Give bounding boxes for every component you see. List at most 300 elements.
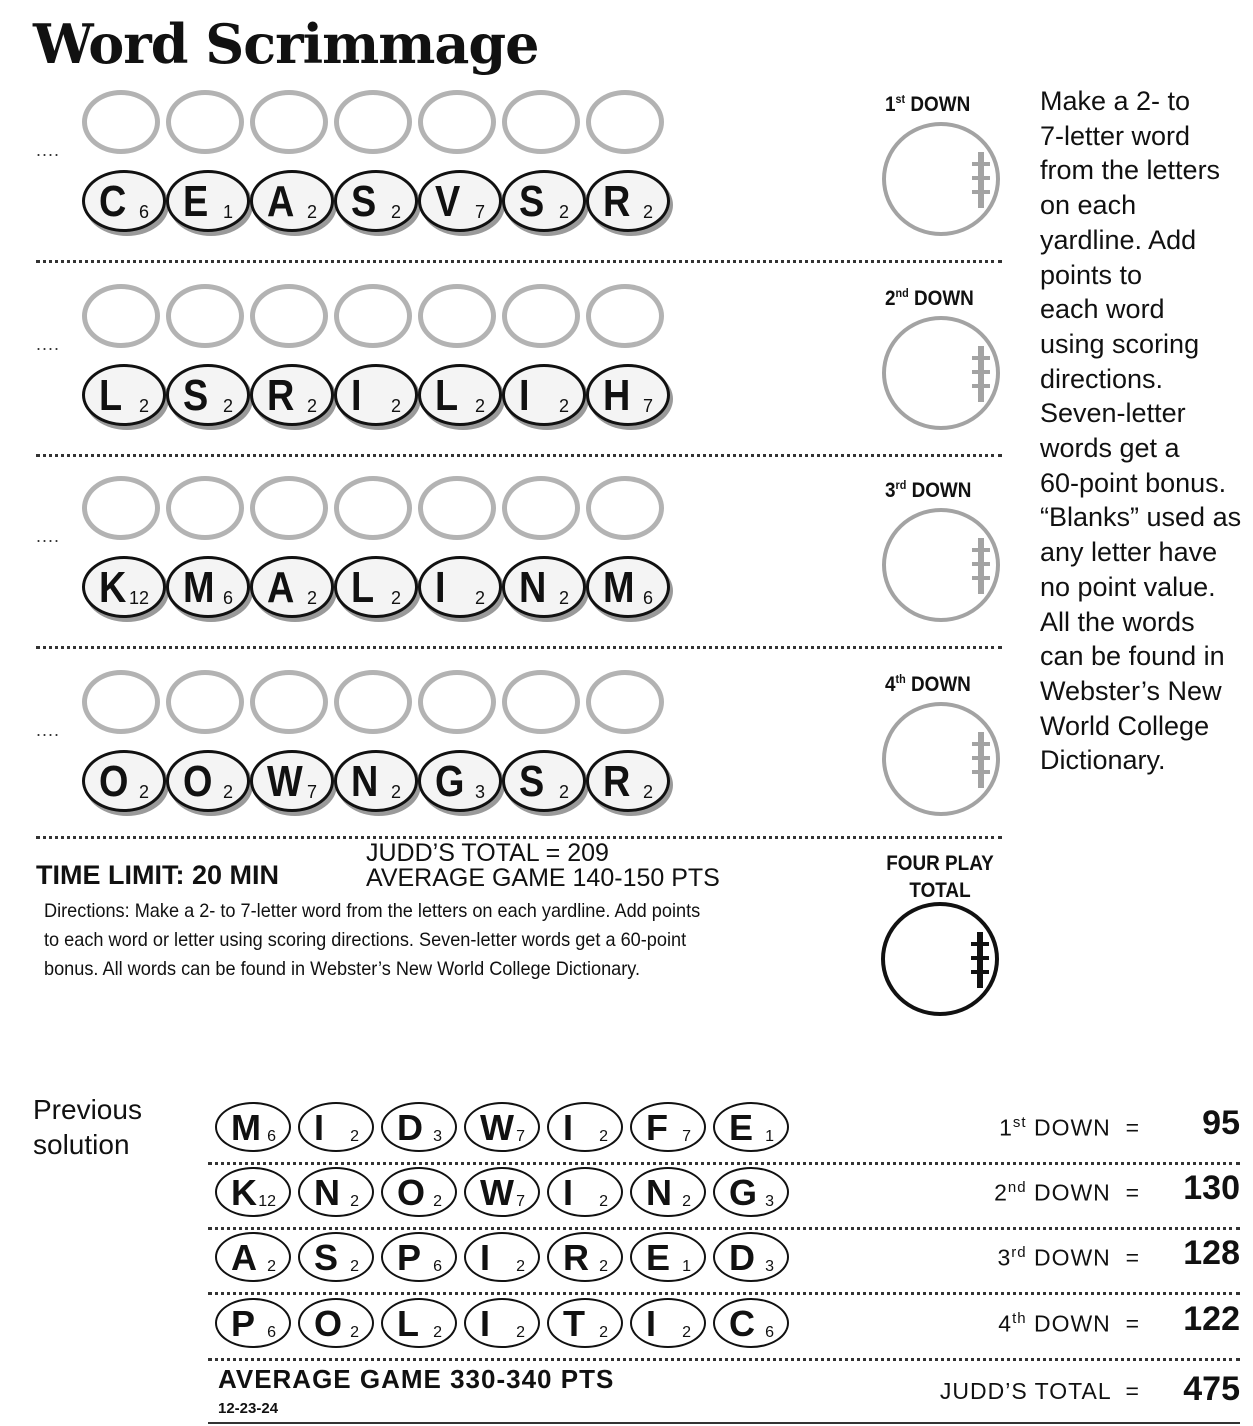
letter-tile[interactable]	[82, 750, 166, 812]
average-game: AVERAGE GAME 140-150 PTS	[366, 864, 720, 892]
down-word: DOWN	[906, 479, 972, 502]
letter-tile[interactable]	[502, 750, 586, 812]
letter-tile[interactable]	[586, 750, 670, 812]
tile-letter: O	[99, 757, 129, 806]
solution-letter-tile	[215, 1232, 291, 1282]
down-label	[885, 92, 984, 117]
solution-letter-tile	[464, 1298, 540, 1348]
football-stitch	[971, 942, 989, 946]
tile-letter: I	[480, 1237, 491, 1278]
solution-letter-tile	[215, 1298, 291, 1348]
letter-tile[interactable]	[418, 556, 502, 618]
answer-slot[interactable]	[418, 90, 496, 154]
instruction-line: can be found in	[1040, 641, 1225, 672]
instruction-line: no point value.	[1040, 571, 1216, 602]
tile-letter: N	[314, 1172, 340, 1213]
football-lace-icon	[978, 346, 984, 402]
letter-tile[interactable]	[502, 170, 586, 232]
solution-letter-tile	[464, 1167, 540, 1217]
solution-down-score: 128	[1183, 1234, 1240, 1272]
tile-letter: C	[99, 177, 127, 226]
letter-tile[interactable]	[586, 556, 670, 618]
football-stitch	[972, 770, 990, 774]
directions-text	[44, 897, 797, 984]
tile-letter: I	[480, 1303, 491, 1344]
solution-letter-tile	[298, 1102, 374, 1152]
solution-letter-tile	[547, 1232, 623, 1282]
down-number: 1	[885, 93, 896, 116]
tile-letter: R	[603, 177, 631, 226]
tile-points: 3	[765, 1258, 774, 1275]
answer-slot[interactable]	[82, 670, 160, 734]
solution-letter-tile	[298, 1298, 374, 1348]
letter-tile[interactable]	[334, 364, 418, 426]
down-number: 2	[994, 1179, 1008, 1206]
instruction-line: using scoring	[1040, 328, 1200, 359]
tile-letter: F	[646, 1107, 668, 1148]
tile-letter: M	[603, 563, 635, 612]
solution-letter-tile	[381, 1232, 457, 1282]
down-suffix: rd	[1011, 1244, 1027, 1261]
solution-letter-tile	[713, 1298, 789, 1348]
instruction-line: each word	[1040, 294, 1165, 325]
tile-points: 2	[390, 202, 401, 222]
tile-letter: L	[351, 563, 375, 612]
tile-letter: S	[183, 371, 209, 420]
tile-points: 2	[433, 1193, 442, 1210]
tile-points: 3	[474, 782, 485, 802]
letter-tile[interactable]	[250, 750, 334, 812]
down-label	[885, 478, 984, 503]
letter-tile[interactable]	[166, 170, 250, 232]
down-suffix: rd	[895, 478, 907, 492]
tile-letter: D	[729, 1237, 755, 1278]
answer-slot[interactable]	[250, 670, 328, 734]
answer-slot[interactable]	[502, 670, 580, 734]
solution-down-label	[900, 1310, 1140, 1338]
instruction-line: words get a	[1040, 433, 1180, 464]
down-number: 3	[997, 1244, 1012, 1271]
down-number: 3	[885, 479, 896, 502]
tile-points: 7	[516, 1128, 525, 1145]
solution-down-score: 95	[1202, 1104, 1240, 1142]
tile-letter: R	[267, 371, 295, 420]
tile-points: 2	[306, 396, 317, 416]
down-score-football-input[interactable]	[882, 508, 1000, 622]
tile-letter: T	[563, 1303, 585, 1344]
tile-letter: W	[480, 1107, 514, 1148]
tile-points: 2	[350, 1128, 359, 1145]
down-word: DOWN =	[1026, 1114, 1140, 1141]
football-stitch	[971, 956, 989, 960]
tile-points: 2	[306, 588, 317, 608]
down-word: DOWN	[905, 673, 971, 696]
down-word: DOWN =	[1026, 1244, 1140, 1271]
solution-average-game: AVERAGE GAME 330-340 PTS	[218, 1364, 615, 1394]
directions-line: Directions: Make a 2- to 7-letter word from the letters on each yardline. Add points	[44, 900, 701, 922]
tile-points: 3	[433, 1128, 442, 1145]
tile-points: 7	[474, 202, 485, 222]
letter-tile[interactable]	[418, 750, 502, 812]
tile-letter: I	[563, 1172, 574, 1213]
tile-points: 2	[474, 396, 485, 416]
football-stitch	[972, 742, 990, 746]
tile-points: 2	[350, 1324, 359, 1341]
tile-letter: W	[267, 757, 303, 806]
letter-tile[interactable]	[586, 364, 670, 426]
tile-points: 2	[138, 396, 149, 416]
answer-slot[interactable]	[250, 476, 328, 540]
row-marker: ....	[36, 334, 61, 354]
tile-points: 6	[433, 1258, 442, 1275]
tile-letter: I	[519, 371, 530, 420]
answer-slot[interactable]	[586, 284, 664, 348]
tile-points: 2	[599, 1258, 608, 1275]
directions-line: to each word or letter using scoring directions. Seven-letter words get a 60-point	[44, 929, 687, 951]
instruction-line: from the letters	[1040, 155, 1221, 186]
down-number: 4	[885, 673, 896, 696]
tile-points: 1	[765, 1128, 774, 1145]
answer-slot[interactable]	[82, 476, 160, 540]
letter-tile[interactable]	[418, 170, 502, 232]
tile-points: 2	[138, 782, 149, 802]
tile-letter: K	[231, 1172, 257, 1213]
answer-slot[interactable]	[250, 90, 328, 154]
letter-tile[interactable]	[334, 556, 418, 618]
solution-letter-tile	[464, 1232, 540, 1282]
tile-letter: I	[314, 1107, 325, 1148]
solution-date: 12-23-24	[218, 1400, 279, 1417]
tile-points: 7	[516, 1193, 525, 1210]
letter-tile[interactable]	[586, 170, 670, 232]
letter-tile[interactable]	[418, 364, 502, 426]
tile-letter: L	[435, 371, 459, 420]
tile-letter: R	[603, 757, 631, 806]
tile-letter: L	[397, 1303, 419, 1344]
solution-letter-tile	[298, 1232, 374, 1282]
letter-tile[interactable]	[250, 556, 334, 618]
tile-points: 2	[433, 1324, 442, 1341]
tile-letter: P	[397, 1237, 422, 1278]
tile-points: 2	[306, 202, 317, 222]
tile-points: 2	[642, 202, 653, 222]
tile-letter: M	[231, 1107, 261, 1148]
tile-points: 12	[128, 588, 149, 608]
instruction-line: Webster’s New	[1040, 675, 1222, 706]
letter-tile[interactable]	[334, 170, 418, 232]
page-title: Word Scrimmage	[33, 12, 539, 76]
answer-slot[interactable]	[418, 284, 496, 348]
tile-letter: S	[519, 177, 545, 226]
row-marker: ....	[36, 526, 61, 546]
tile-letter: H	[603, 371, 631, 420]
football-lace-icon	[978, 732, 984, 788]
letter-tile[interactable]	[166, 364, 250, 426]
instruction-line: Make a 2- to	[1040, 86, 1191, 116]
instruction-line: 7-letter word	[1040, 120, 1191, 151]
solution-letter-tile	[547, 1167, 623, 1217]
tile-letter: N	[646, 1172, 672, 1213]
down-suffix: th	[895, 672, 906, 686]
down-suffix: st	[895, 92, 906, 106]
instruction-line: any letter have	[1040, 537, 1218, 568]
down-suffix: nd	[895, 286, 909, 300]
instruction-line: directions.	[1040, 363, 1164, 394]
letter-tile[interactable]	[166, 750, 250, 812]
tile-letter: E	[183, 177, 209, 226]
tile-points: 2	[474, 588, 485, 608]
solution-down-score: 122	[1183, 1300, 1240, 1338]
tile-points: 2	[350, 1193, 359, 1210]
answer-slot[interactable]	[166, 90, 244, 154]
tile-letter: N	[519, 563, 547, 612]
tile-points: 2	[599, 1324, 608, 1341]
answer-slot[interactable]	[166, 670, 244, 734]
tile-letter: I	[351, 371, 362, 420]
tile-letter: E	[729, 1107, 754, 1148]
solution-letter-tile	[630, 1298, 706, 1348]
tile-points: 6	[267, 1128, 276, 1145]
four-play-line-1: FOUR PLAY	[886, 852, 994, 875]
football-lace-icon	[978, 152, 984, 208]
answer-slot[interactable]	[82, 90, 160, 154]
tile-points: 12	[258, 1193, 276, 1210]
tile-letter: D	[397, 1107, 423, 1148]
answer-slot[interactable]	[334, 284, 412, 348]
tile-points: 2	[516, 1258, 525, 1275]
answer-slot[interactable]	[166, 476, 244, 540]
solution-judds-total-label: JUDD’S TOTAL =	[939, 1378, 1140, 1404]
down-number: 1	[999, 1114, 1013, 1141]
previous-label-line-1: Previous	[33, 1094, 142, 1125]
instruction-line: yardline. Add	[1040, 224, 1197, 255]
tile-letter: A	[267, 563, 295, 612]
four-play-total-football-input[interactable]	[881, 902, 999, 1016]
solution-down-score: 130	[1183, 1169, 1240, 1207]
tile-letter: I	[563, 1107, 574, 1148]
solution-letter-tile	[215, 1167, 291, 1217]
instruction-line: Dictionary.	[1040, 745, 1166, 776]
down-score-football-input[interactable]	[882, 702, 1000, 816]
down-label	[885, 286, 984, 311]
solution-letter-tile	[298, 1167, 374, 1217]
tile-points: 6	[765, 1324, 774, 1341]
solution-letter-tile	[630, 1102, 706, 1152]
tile-points: 2	[558, 782, 569, 802]
letter-tile[interactable]	[250, 170, 334, 232]
instruction-line: on each	[1040, 190, 1137, 221]
instruction-line: 60-point bonus.	[1040, 467, 1227, 498]
answer-slot[interactable]	[82, 284, 160, 348]
solution-letter-tile	[381, 1102, 457, 1152]
answer-slot[interactable]	[334, 670, 412, 734]
down-number: 2	[885, 287, 896, 310]
letter-tile[interactable]	[82, 556, 166, 618]
tile-letter: G	[435, 757, 465, 806]
letter-tile[interactable]	[166, 556, 250, 618]
solution-divider	[208, 1227, 1240, 1230]
solution-letter-tile	[713, 1102, 789, 1152]
tile-letter: M	[183, 563, 215, 612]
four-play-line-2: TOTAL	[909, 879, 971, 902]
tile-letter: O	[314, 1303, 343, 1344]
solution-letter-tile	[547, 1298, 623, 1348]
tile-letter: I	[646, 1303, 657, 1344]
football-stitch	[972, 756, 990, 760]
solution-letter-tile	[381, 1298, 457, 1348]
answer-slot[interactable]	[502, 476, 580, 540]
football-stitch	[972, 370, 990, 374]
down-score-football-input[interactable]	[882, 316, 1000, 430]
instructions-sidebar	[1040, 84, 1252, 778]
letter-tile[interactable]	[334, 750, 418, 812]
tile-points: 2	[267, 1258, 276, 1275]
tile-points: 2	[642, 782, 653, 802]
football-stitch	[972, 190, 990, 194]
letter-tile[interactable]	[502, 556, 586, 618]
solution-letter-tile	[713, 1167, 789, 1217]
solution-divider	[208, 1162, 1240, 1165]
answer-slot[interactable]	[418, 476, 496, 540]
tile-points: 2	[222, 396, 233, 416]
tile-letter: C	[729, 1303, 755, 1344]
tile-points: 1	[222, 202, 233, 222]
tile-points: 1	[682, 1258, 691, 1275]
tile-points: 7	[642, 396, 653, 416]
tile-points: 2	[682, 1324, 691, 1341]
answer-slot[interactable]	[586, 670, 664, 734]
tile-letter: V	[435, 177, 461, 226]
tile-points: 7	[306, 782, 317, 802]
solution-letter-tile	[630, 1232, 706, 1282]
time-limit: TIME LIMIT: 20 MIN	[36, 860, 279, 890]
tile-points: 6	[267, 1324, 276, 1341]
previous-label-line-2: solution	[33, 1129, 130, 1160]
tile-letter: O	[183, 757, 213, 806]
instruction-line: points to	[1040, 259, 1143, 290]
solution-judds-total-score: 475	[1183, 1370, 1240, 1408]
instruction-line: “Blanks” used as	[1040, 502, 1242, 533]
tile-letter: R	[563, 1237, 589, 1278]
tile-points: 2	[516, 1324, 525, 1341]
football-stitch	[972, 384, 990, 388]
down-word: DOWN	[905, 93, 971, 116]
down-word: DOWN =	[1026, 1179, 1140, 1206]
solution-letter-tile	[215, 1102, 291, 1152]
football-stitch	[972, 548, 990, 552]
tile-letter: E	[646, 1237, 671, 1278]
solution-letter-tile	[381, 1167, 457, 1217]
football-lace-icon	[978, 538, 984, 594]
tile-letter: I	[435, 563, 446, 612]
tile-points: 2	[222, 782, 233, 802]
solution-down-label	[900, 1114, 1140, 1142]
letter-tile[interactable]	[250, 364, 334, 426]
tile-points: 6	[222, 588, 233, 608]
football-stitch	[972, 562, 990, 566]
tile-points: 2	[390, 588, 401, 608]
answer-slot[interactable]	[334, 90, 412, 154]
football-stitch	[972, 356, 990, 360]
tile-points: 2	[599, 1128, 608, 1145]
down-suffix: th	[1012, 1310, 1027, 1327]
football-stitch	[972, 176, 990, 180]
solution-down-label	[900, 1244, 1140, 1272]
down-word: DOWN	[908, 287, 974, 310]
answer-slot[interactable]	[418, 670, 496, 734]
tile-points: 2	[599, 1193, 608, 1210]
tile-letter: S	[519, 757, 545, 806]
tile-points: 6	[642, 588, 653, 608]
football-stitch	[972, 576, 990, 580]
letter-tile[interactable]	[82, 364, 166, 426]
solution-letter-tile	[547, 1102, 623, 1152]
answer-slot[interactable]	[586, 476, 664, 540]
tile-letter: S	[351, 177, 377, 226]
tile-letter: W	[480, 1172, 514, 1213]
tile-letter: L	[99, 371, 123, 420]
answer-slot[interactable]	[586, 90, 664, 154]
previous-solution-label	[33, 1092, 142, 1162]
tile-points: 2	[558, 202, 569, 222]
solution-letter-tile	[713, 1232, 789, 1282]
tile-letter: N	[351, 757, 379, 806]
tile-points: 7	[682, 1128, 691, 1145]
football-stitch	[971, 970, 989, 974]
down-suffix: nd	[1007, 1179, 1027, 1196]
football-lace-icon	[977, 932, 983, 988]
four-play-total-label	[886, 850, 994, 904]
down-word: DOWN =	[1026, 1310, 1140, 1337]
letter-tile[interactable]	[502, 364, 586, 426]
yardline-divider	[36, 260, 1002, 263]
solution-letter-tile	[630, 1167, 706, 1217]
tile-letter: O	[397, 1172, 426, 1213]
down-score-football-input[interactable]	[882, 122, 1000, 236]
tile-points: 2	[558, 396, 569, 416]
answer-slot[interactable]	[166, 284, 244, 348]
down-label	[885, 672, 984, 697]
answer-slot[interactable]	[502, 284, 580, 348]
tile-points: 6	[138, 202, 149, 222]
tile-points: 2	[558, 588, 569, 608]
yardline-divider	[36, 454, 1002, 457]
tile-points: 2	[350, 1258, 359, 1275]
judds-total: JUDD’S TOTAL = 209	[366, 839, 609, 867]
tile-points: 2	[390, 396, 401, 416]
tile-letter: A	[231, 1237, 257, 1278]
solution-divider	[208, 1358, 1240, 1361]
tile-letter: S	[314, 1237, 339, 1278]
instruction-line: All the words	[1040, 606, 1195, 637]
instruction-line: Seven-letter	[1040, 398, 1186, 429]
answer-slot[interactable]	[334, 476, 412, 540]
tile-letter: K	[99, 563, 127, 612]
tile-points: 2	[682, 1193, 691, 1210]
answer-slot[interactable]	[502, 90, 580, 154]
down-number: 4	[998, 1310, 1013, 1337]
football-stitch	[972, 162, 990, 166]
down-suffix: st	[1012, 1114, 1027, 1131]
tile-letter: G	[729, 1172, 758, 1213]
row-marker: ....	[36, 720, 61, 740]
directions-line: bonus. All words can be found in Webster’s New World College Dictionary.	[44, 958, 641, 980]
tile-letter: A	[267, 177, 295, 226]
row-marker: ....	[36, 140, 61, 160]
tile-points: 2	[390, 782, 401, 802]
letter-tile[interactable]	[82, 170, 166, 232]
answer-slot[interactable]	[250, 284, 328, 348]
